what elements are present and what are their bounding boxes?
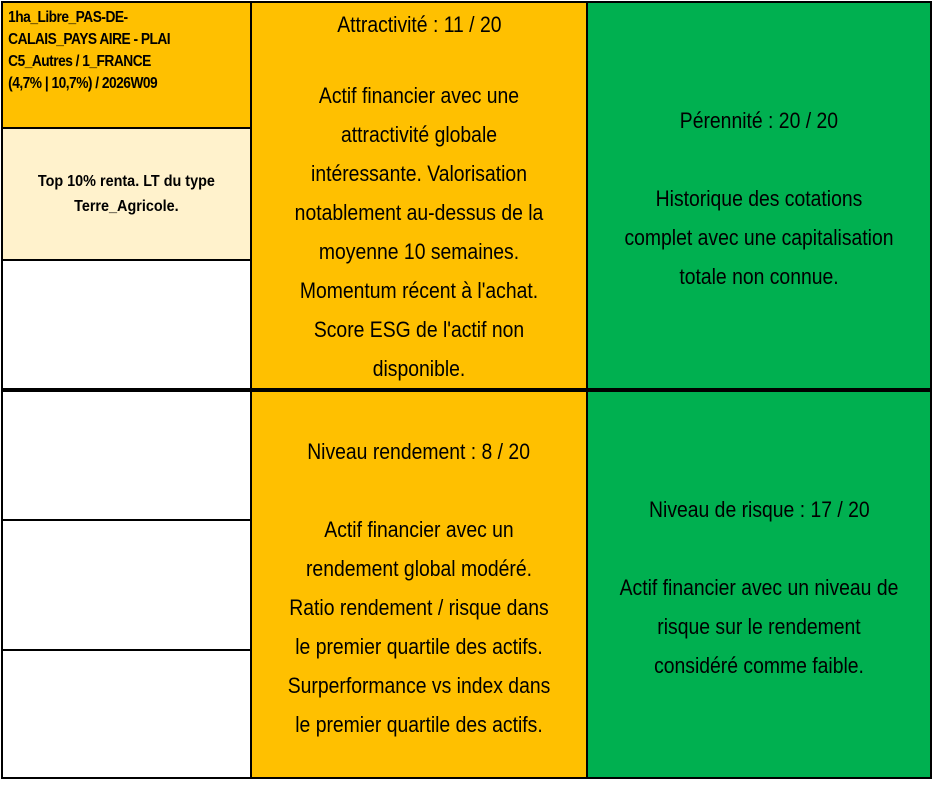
asset-title: [3, 3, 254, 99]
empty-cell: [1, 259, 252, 390]
asset-title-line: (4,7% | 10,7%) / 2026W09: [8, 75, 158, 92]
empty-cell: [1, 519, 252, 651]
attractivite-title: Attractivité : 11 / 20: [336, 12, 502, 37]
empty-cell: [1, 390, 252, 521]
description-line: risque sur le rendement: [657, 614, 861, 639]
perennite-description: [592, 179, 926, 296]
description-line: Actif financier avec une: [318, 83, 520, 108]
asset-title-cell: [1, 1, 252, 129]
attractivite-cell: [250, 1, 588, 390]
description-line: rendement global modéré.: [305, 556, 532, 581]
risque-description: [592, 568, 926, 685]
asset-tag-cell: [1, 127, 252, 261]
risque-cell: [586, 390, 932, 779]
asset-title-line: CALAIS_PAYS AIRE - PLAI: [8, 31, 171, 48]
description-line: Ratio rendement / risque dans: [289, 595, 549, 620]
description-line: Surperformance vs index dans: [287, 673, 551, 698]
perennite-title: Pérennité : 20 / 20: [679, 108, 839, 133]
asset-tag-line: Terre_Agricole.: [74, 198, 179, 215]
description-line: le premier quartile des actifs.: [295, 634, 543, 659]
description-line: complet avec une capitalisation: [624, 225, 894, 250]
description-line: Actif financier avec un: [324, 517, 514, 542]
asset-tag: [24, 169, 229, 219]
description-line: considéré comme faible.: [654, 653, 864, 678]
description-line: Historique des cotations: [655, 186, 863, 211]
description-line: disponible.: [372, 356, 466, 381]
rendement-description: [252, 510, 586, 744]
asset-title-line: C5_Autres / 1_FRANCE: [8, 53, 151, 70]
empty-cell: [1, 649, 252, 779]
description-line: intéressante. Valorisation: [311, 161, 527, 186]
description-line: totale non connue.: [679, 264, 839, 289]
description-line: moyenne 10 semaines.: [318, 239, 520, 264]
risque-title: Niveau de risque : 17 / 20: [648, 497, 870, 522]
perennite-cell: [586, 1, 932, 390]
attractivite-description: [252, 76, 586, 388]
description-line: Momentum récent à l'achat.: [299, 278, 539, 303]
description-line: Actif financier avec un niveau de: [619, 575, 899, 600]
description-line: attractivité globale: [340, 122, 498, 147]
rendement-title: Niveau rendement : 8 / 20: [307, 439, 531, 464]
asset-title-line: 1ha_Libre_PAS-DE-: [8, 9, 128, 26]
description-line: Score ESG de l'actif non: [313, 317, 525, 342]
asset-tag-line: Top 10% renta. LT du type: [37, 173, 216, 190]
description-line: le premier quartile des actifs.: [295, 712, 543, 737]
rendement-cell: [250, 390, 588, 779]
description-line: notablement au-dessus de la: [294, 200, 544, 225]
